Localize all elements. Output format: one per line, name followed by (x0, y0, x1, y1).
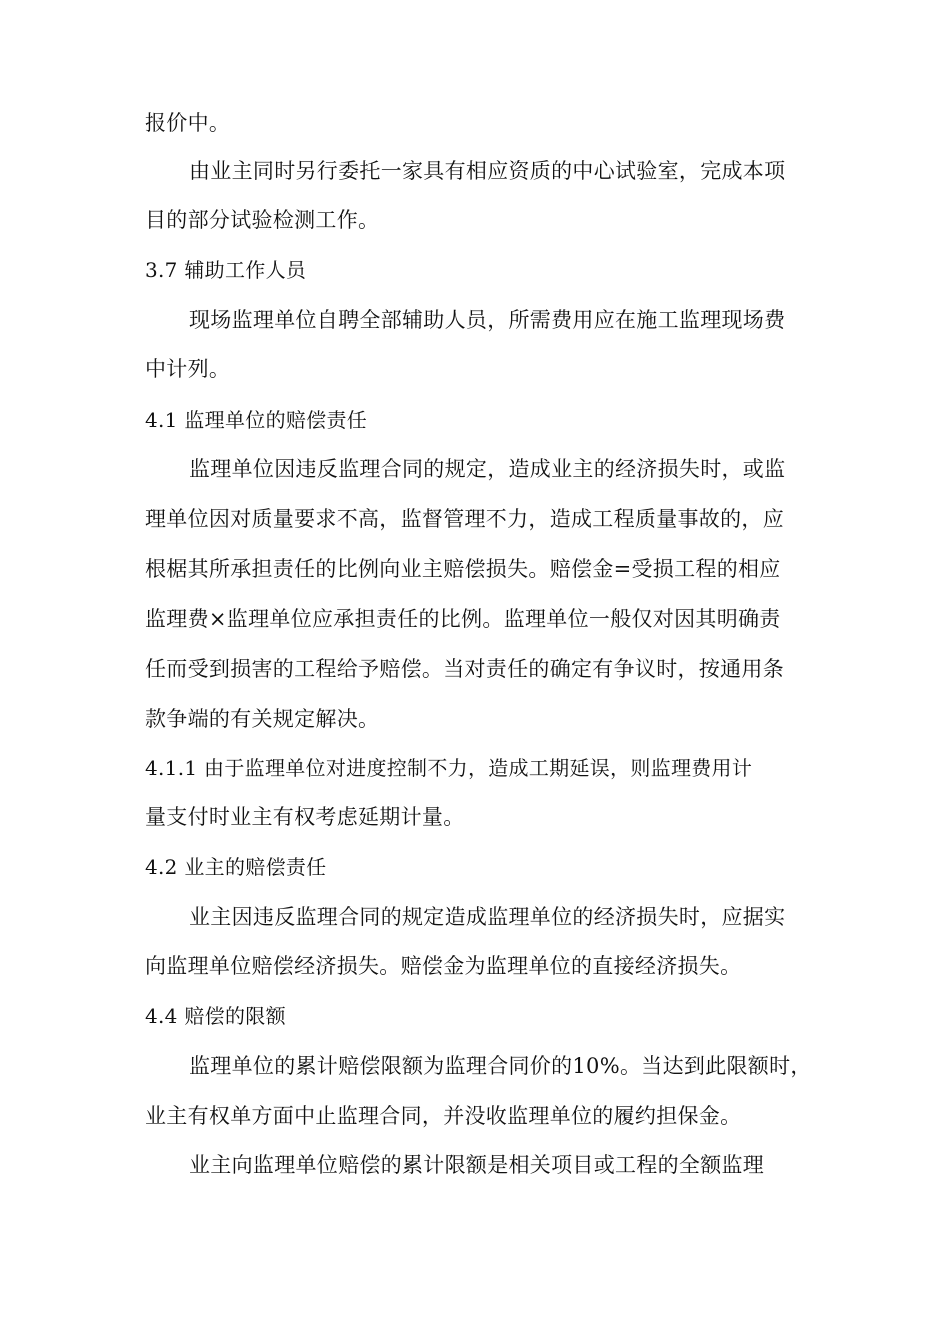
text-line-continuation: 报价中。 (145, 111, 231, 135)
paragraph-line: 业主有权单方面中止监理合同，并没收监理单位的履约担保金。 (145, 1104, 742, 1128)
paragraph-line: 根椐其所承担责任的比例向业主赔偿损失。赔偿金=受损工程的相应 (145, 557, 781, 581)
section-heading-4-4: 4.4 赔偿的限额 (145, 1004, 286, 1028)
paragraph-line: 任而受到损害的工程给予赔偿。当对责任的确定有争议时，按通用条 (145, 657, 784, 681)
paragraph-line: 监理单位的累计赔偿限额为监理合同价的10%。当达到此限额时， (189, 1054, 812, 1078)
section-heading-4-2: 4.2 业主的赔偿责任 (145, 855, 327, 879)
paragraph-line: 监理费×监理单位应承担责任的比例。监理单位一般仅对因其明确责 (145, 607, 781, 631)
section-heading-4-1: 4.1 监理单位的赔偿责任 (145, 408, 368, 432)
paragraph-line: 业主向监理单位赔偿的累计限额是相关项目或工程的全额监理 (189, 1153, 765, 1177)
paragraph-line: 向监理单位赔偿经济损失。赔偿金为监理单位的直接经济损失。 (145, 954, 742, 978)
paragraph-line: 现场监理单位自聘全部辅助人员，所需费用应在施工监理现场费 (189, 308, 786, 332)
paragraph-line: 业主因违反监理合同的规定造成监理单位的经济损失时，应据实 (189, 905, 786, 929)
paragraph-line: 量支付时业主有权考虑延期计量。 (145, 805, 465, 829)
section-heading-4-1-1: 4.1.1 由于监理单位对进度控制不力，造成工期延误，则监理费用计 (145, 756, 753, 780)
paragraph-line: 目的部分试验检测工作。 (145, 208, 380, 232)
paragraph-line: 中计列。 (145, 357, 231, 381)
section-heading-3-7: 3.7 辅助工作人员 (145, 258, 307, 282)
paragraph-line: 监理单位因违反监理合同的规定，造成业主的经济损失时，或监 (189, 457, 786, 481)
paragraph-line: 款争端的有关规定解决。 (145, 707, 380, 731)
paragraph-line: 理单位因对质量要求不高，监督管理不力，造成工程质量事故的，应 (145, 507, 784, 531)
paragraph-line: 由业主同时另行委托一家具有相应资质的中心试验室，完成本项 (189, 159, 786, 183)
